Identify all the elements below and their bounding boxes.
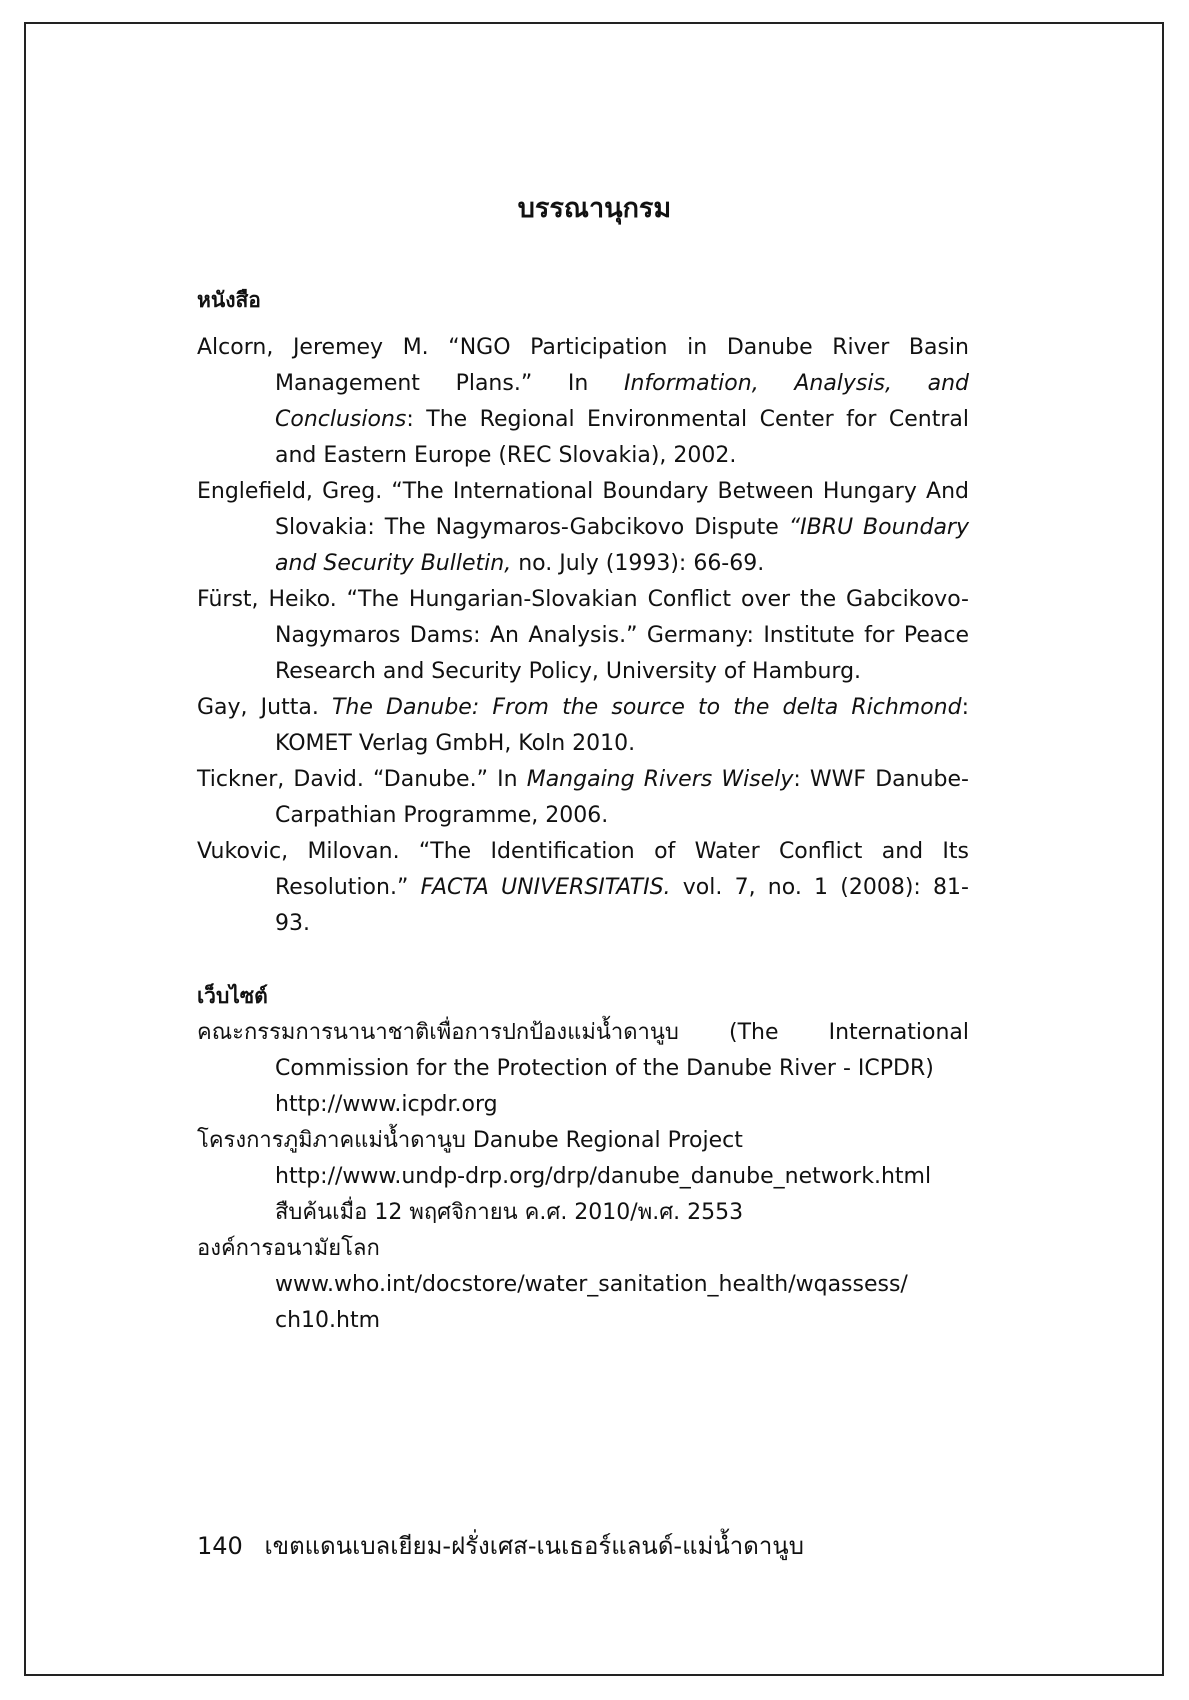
reference-entry: Tickner, David. “Danube.” In Mangaing Rivers Wisely: WWF Danube-Carpathian Programme, 2006. [197,767,969,828]
websites-heading: เว็บไซต์ [197,984,268,1008]
website-entry: โครงการภูมิภาคแม่น้ำดานูบ Danube Regional Project http://www.undp-drp.org/drp/danube_danube_network.html สืบค้นเมื่อ 12 พฤศจิกายน ค.ศ. 2010/พ.ศ. 2553 [197,1123,969,1231]
page-number: 140 [197,1532,243,1560]
reference-entry: Englefield, Greg. “The International Boundary Between Hungary And Slovakia: The Nagymaros-Gabcikovo Dispute “IBRU Boundary and Security Bulletin, no. July (1993): 66-69. [197,479,969,576]
page-footer [197,1526,804,1565]
website-url[interactable]: www.who.int/docstore/water_sanitation_health/wqassess/ ch10.htm [275,1272,908,1333]
book-references [197,330,969,942]
books-heading: หนังสือ [197,288,261,312]
reference-entry: Gay, Jutta. The Danube: From the source to the delta Richmond: KOMET Verlag GmbH, Koln 2010. [197,695,970,756]
website-entry: องค์การอนามัยโลก www.who.int/docstore/water_sanitation_health/wqassess/ ch10.htm [197,1231,969,1339]
website-url[interactable]: http://www.icpdr.org [275,1092,498,1117]
website-entry: คณะกรรมการนานาชาติเพื่อการปกป้องแม่น้ำดานูบ (The International Commission for the Protection of the Danube River - ICPDR) http://www.icpdr.org [197,1015,969,1123]
accessed-date: สืบค้นเมื่อ 12 พฤศจิกายน ค.ศ. 2010/พ.ศ. 2553 [275,1200,744,1225]
reference-entry: Vukovic, Milovan. “The Identification of Water Conflict and Its Resolution.” FACTA UNIVERSITATIS. vol. 7, no. 1 (2008): 81- 93. [197,839,969,936]
reference-entry: Alcorn, Jeremey M. “NGO Participation in Danube River Basin Management Plans.” In Information, Analysis, and Conclusions: The Regional Environmental Center for Central and Eastern Europe (REC Slovakia), 2002. [197,335,969,468]
website-url[interactable]: http://www.undp-drp.org/drp/danube_danube_network.html [275,1164,932,1189]
page-title: บรรณานุกรม [517,193,672,224]
running-title: เขตแดนเบลเยียม-ฝรั่งเศส-เนเธอร์แลนด์-แม่น้ำดานูบ [264,1532,804,1560]
reference-entry: Fürst, Heiko. “The Hungarian-Slovakian Conflict over the Gabcikovo-Nagymaros Dams: An Analysis.” Germany: Institute for Peace Research and Security Policy, University of Hamburg. [197,587,969,684]
website-references [197,1015,969,1339]
